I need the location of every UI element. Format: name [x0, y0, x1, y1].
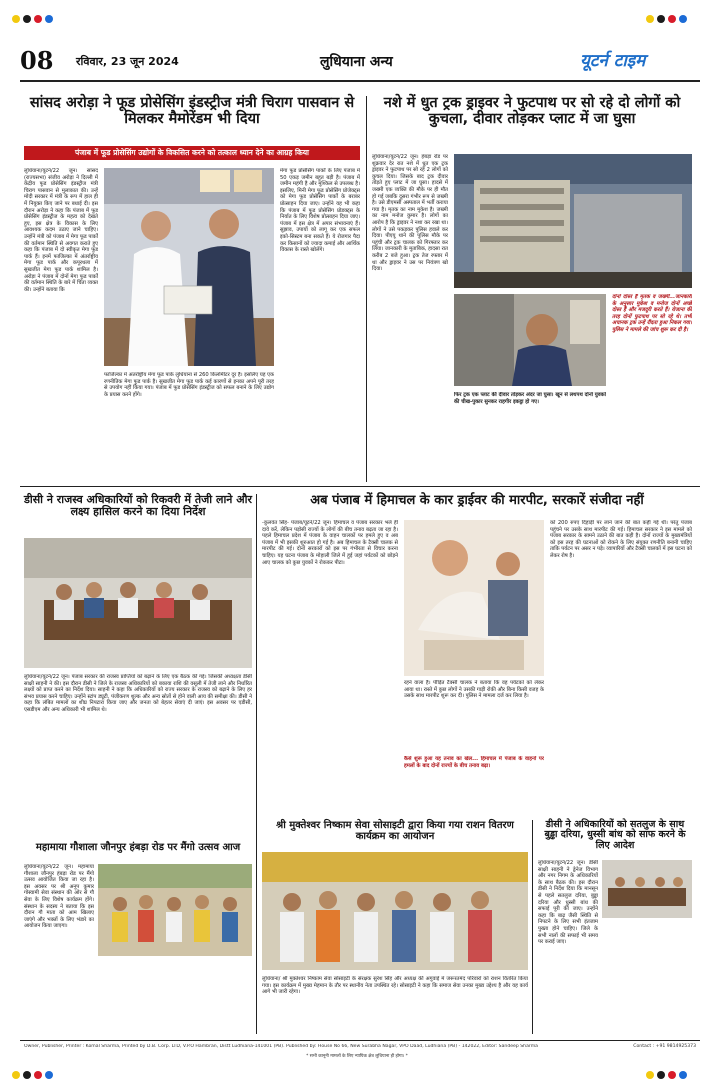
story4-body-col3: को 200 रुपए दिहाड़ी पर लाने जाने की बात कही गई थी। परंतु पंजाब पहुंचने पर उसके साथ मारपीट की गई। हिमाचल सरकार ने इस मामले को पंजाब सरकार के सामने उठाने की बात कही है। दोनों राज्यों के मुख्यमंत्रियों को इस तरह की घटनाओं को रोकने के लिए संयुक्त रणनीति बनानी चाहिए ताकि पर्यटन पर असर न पड़े। व्यापारियों और टैक्सी चालकों में इस घटना को लेकर रोष है।	[550, 520, 692, 559]
story7-headline: डीसी ने अधिकारियों को सतलुज के साथ बुड्ढा दरिया, धुस्सी बांध को साफ करने के लिए आदेश	[544, 819, 686, 851]
story2-headline: नशे में धुत ट्रक ड्राइवर ने फुटपाथ पर सो रहे दो लोगों को कुचला, दीवार तोड़कर प्लाट में जा घुसा	[383, 95, 681, 127]
masthead-rule	[20, 80, 700, 82]
column-divider-right	[532, 820, 533, 1034]
story7-body: लुधियाना/यूटर्न/22 जून। डीसी साक्षी साहनी ने ड्रेनेज विभाग और नगर निगम के अधिकारियों के साथ बैठक की। इस दौरान डीसी ने निर्देश दिया कि मानसून से पहले सतलुज दरिया, बुड्ढा दरिया और धुस्सी बांध की सफाई पूरी की जाए। उन्होंने कहा कि बाढ़ जैसी स्थिति से निपटने के लिए सभी इंतजाम पुख्ता होने चाहिए। जिले के सभी नालों की सफाई भी समय पर कराई जाए।	[538, 860, 598, 946]
story-truck-accident	[372, 96, 692, 480]
story-ration-distribution	[262, 820, 528, 1038]
story4-headline: अब पंजाब में हिमाचल के कार ड्राईवर की मारपीट, सरकारें संजीदा नहीं	[310, 493, 644, 508]
masthead	[20, 44, 704, 82]
story3-body: लुधियाना/यूटर्न/22 जून। पंजाब सरकार की राजस्व प्राप्तियों को बढ़ाने के लिए एक बैठक की गई। जिसकी अध्यक्षता डीसी साक्षी साहनी ने की। इस दौरान डीसी ने जिले के राजस्व अधिकारियों को बकाया राशि की वसूली में तेजी लाने और निर्धारित लक्ष्यों को प्राप्त करने का निर्देश दिया। साहनी ने कहा कि अधिकारियों को राज्य सरकार के राजस्व को बढ़ाने के लिए हर संभव प्रयास करने चाहिए। उन्होंने स्टांप ड्यूटी, पंजीकरण शुल्क और अन्य स्रोतों से होने वाली आय की समीक्षा की। डीसी ने कहा कि लंबित मामलों का शीघ्र निपटारा किया जाए और जनता को बेहतर सेवाएं दी जाएं। इस अवसर पर एडीसी, एसडीएम और अन्य अधिकारी भी शामिल थे।	[24, 674, 252, 713]
story1-headline: सांसद अरोड़ा ने फूड प्रोसेसिंग इंडस्ट्रीज मंत्री चिराग पासवान से मिलकर मैमोरेंडम भी दिया	[29, 95, 355, 127]
story1-body-col3: मेगा फूड प्रोसेसिंग पार्कों के लिए पंजाब में 50 एकड़ जमीन बहुत बड़ी है। पंजाब में जमीन महंगी है और मुश्किल से उपलब्ध है। इसलिए, मिनी मेगा फूड प्रोसेसिंग प्रोजेक्ट्स को मेगा फूड प्रोसेसिंग पार्कों के बराबर प्रोत्साहन दिया जाए। उन्होंने यह भी कहा कि पंजाब में फूड प्रोसेसिंग प्रोडक्ट्स के निर्यात के लिए विशेष प्रोत्साहन दिया जाए। पंजाब में इस क्षेत्र में अपार संभावनाएं हैं। सुझाव, उपायों को लागू कर एक सफल इको-सिस्टम बना सकते हैं। ये रोजगार पैदा कर किसानों को ज्यादा कमाई और आर्थिक विकास के रास्ते खोलेंगे।	[280, 168, 360, 254]
story3-photo	[24, 538, 252, 668]
footer-contact: Contact : +91 9814925373	[633, 1044, 696, 1049]
story4-caption: कैसे शुरू हुआ यह तनाव का खेल... हिमाचल में पंजाब के वाहनों पर हमलों के बाद दोनों राज्यों के बीच तनाव बढ़ा।	[404, 756, 544, 769]
story-himachal-driver	[262, 494, 692, 812]
section-title: लुधियाना अन्य	[320, 54, 393, 70]
registration-dots-top-right	[646, 8, 690, 27]
story-dc-revenue	[24, 494, 252, 834]
registration-dots-top-left	[12, 8, 56, 27]
story2-body: लुधियाना/यूटर्न/22 जून। हंबड़ा रोड पर शुक्रवार देर रात नशे में धुत एक ट्रक ड्राइवर ने फुटपाथ पर सो रहे 2 लोगों को कुचल दिया। जिसके बाद ट्रक दीवार तोड़ते हुए प्लाट में जा घुसा। हादसे में जख्मी एक व्यक्ति की मौके पर ही मौत हो गई जबकि दूसरा गंभीर रूप से जख्मी है। उसे डीएमसी अस्पताल में भर्ती कराया गया है। मृतक का नाम मुकेश है। जख्मी का नाम मनोज कुमार है। लोगों का आरोप है कि ड्राइवर ने नशा कर रखा था। लोगों ने उसे पकड़कर पुलिस हवाले कर दिया। पीएयू थाने की पुलिस मौके पर पहुंची और ट्रक चालक को गिरफ्तार कर लिया। जानकारी के मुताबिक, हादसा रात करीब 2 बजे हुआ। ट्रक तेज रफ्तार में था और ड्राइवर ने उस पर नियंत्रण खो दिया।	[372, 154, 448, 273]
registration-dots-bottom-left	[12, 1064, 56, 1080]
column-divider-top	[366, 96, 367, 482]
story6-body: लुधियाना/ श्री मुक्तेश्वर निष्काम सेवा सोसाइटी के संरक्षक सुरेश सिंह और अध्यक्ष की अगुवाई में जरूरतमंद परिवारों को राशन वितरित किया गया। इस कार्यक्रम में मुख्य मेहमान के तौर पर स्थानीय नेता उपस्थित रहे। सोसाइटी ने कहा कि समाज सेवा उनका मुख्य उद्देश्य है और यह कार्य आगे भी जारी रहेगा।	[262, 976, 528, 996]
story6-photo	[262, 852, 528, 970]
story2-photo-truck	[454, 154, 692, 288]
footer-rule	[20, 1040, 700, 1041]
page-number: 08	[20, 46, 54, 75]
footer-jurisdiction: * सभी कानूनी मामलों के लिए न्यायिक क्षेत्र लुधियाना ही होगा। *	[306, 1054, 408, 1059]
story2-caption-right: दोनों दोस्त हैं मृतक व जख्मी...जानकारी के अनुसार मुकेश व मनोज दोनों अच्छे दोस्त हैं और मजदूरी करते हैं। रोजाना की तरह दोनों फुटपाथ पर सो रहे थे। तभी अचानक ट्रक उन्हें रौंदता हुआ निकल गया। पुलिस ने मामले की जांच शुरू कर दी है।	[612, 294, 692, 333]
story-mango-festival	[24, 842, 252, 1038]
registration-dots-bottom-right	[646, 1064, 690, 1080]
story4-body-col2: रहने वाला है। पीड़ित टैक्सी चालक ने बताया कि वह पर्यटकों को लेकर आया था। रास्ते में कुछ लोगों ने उसकी गाड़ी रोकी और बिना किसी वजह के उसके साथ मारपीट शुरू कर दी। पुलिस ने मामला दर्ज कर लिया है।	[404, 680, 544, 700]
story1-body-col2: फाजिल्का में अंतर्राष्ट्रीय मेगा फूड पार्क लुधियाना से 260 किलोमीटर दूर है। इसलिए यह एक रणनीतिक मेगा फूड पार्क है। सुखजीत मेगा फूड पार्क कई कारणों से इनका अपने पूरी तरह से उपयोग नहीं किया गया। पंजाब में फूड प्रोसेसिंग इंडस्ट्रीज को सफल बनाने के लिए उद्योग के प्रयास करने होंगे।	[104, 372, 274, 398]
story1-body-col1: लुधियाना/यूटर्न/22 जून। सांसद (राज्यसभा) संजीव अरोड़ा ने दिल्ली में केंद्रीय फूड प्रोसेसिंग इंडस्ट्रीज मंत्री चिराग पासवान से मुलाकात की। उन्हें मोदी सरकार में मंत्री के रूप में हाल ही में नियुक्त किए जाने पर बधाई दी। इस दौरान अरोड़ा ने कहा कि पंजाब में फूड प्रोसेसिंग इंडस्ट्रीज के महत्व को देखते हुए, इस क्षेत्र के विकास के लिए आवश्यक कदम उठाए जाने चाहिए। उन्होंने मंत्री को पंजाब में मेगा फूड पार्कों की वर्तमान स्थिति से अवगत कराते हुए कहा कि पंजाब में दो स्वीकृत मेगा फूड पार्क हैं। इनमें फाजिल्का में अंतर्राष्ट्रीय मेगा फूड पार्क और कपूरथला में सुखजीत मेगा फूड पार्क शामिल है। अरोड़ा ने पंजाब में दोनों मेगा फूड पार्कों की वर्तमान स्थिति के बारे में चिंता व्यक्त की। उन्होंने बताया कि	[24, 168, 98, 293]
footer-imprint: Owner, Publisher, Printer : Komal Sharma, Printed by D.B. Corp. LTD, V.P.O Hambran, Distt Ludhiana-141001 (PB). Published by: House No 66, New Surabha Nagar, VPO Daad, Ludhiana (PB) - 142022, Editor: Sandeep Sharma	[24, 1044, 539, 1049]
story3-headline: डीसी ने राजस्व अधिकारियों को रिकवरी में तेजी लाने और लक्ष्य हासिल करने का दिया निर्देश	[24, 493, 252, 519]
story-mp-arora	[24, 96, 360, 480]
story4-body-col1: -कुलवंत सिंह- पंजाब/यूटर्न/22 जून। हिमाचल व पंजाब सरकार भले ही दावे करें, लेकिन पड़ोसी राज्यों के लोगों की बीच तनाव बढ़ता जा रहा है। पहले हिमाचल प्रदेश में पंजाब के वाहन चालकों पर हमले हुए व अब पंजाब में भी इसकी शुरुआत हो गई है। अब हिमाचल के टैक्सी चालक से मारपीट की गई। दोनों सरकारों को इस पर गंभीरता से विचार करना चाहिए। यह घटना पंजाब के मोहाली जिले में हुई जहां पर्यटकों को छोड़ने आए चालक को कुछ युवकों ने रोककर पीटा।	[262, 520, 398, 566]
story2-caption-left: फिर ट्रक एक प्लाट की दीवार तोड़कर अंदर जा घुसा। खून से लथपथ दोनों युवकों की चीख-पुकार सुनकर राहगीर इकट्ठा हो गए।	[454, 392, 606, 405]
story2-photo-victim	[454, 294, 606, 386]
story1-photo	[104, 168, 274, 366]
brand-logo: यूटर्न टाइम	[580, 51, 646, 71]
story5-body: लुधियाना/यूटर्न/22 जून। महामाया गौशाला जौनपुर हंबड़ा रोड पर मैंगो उत्सव आयोजित किया जा रहा है। इस अवसर पर श्री अनूप कुमार गोस्वामी सेवा संस्थान की ओर से गौ सेवा के लिए विशेष कार्यक्रम होंगे। संस्थान के सदस्य ने बताया कि इस दौरान गौ माता को आम खिलाए जाएंगे और भक्तों के लिए भंडारे का आयोजन किया जाएगा।	[24, 864, 94, 930]
story1-deck: पंजाब में फूड प्रोसेसिंग उद्योगों के विकसित करने को तत्काल ध्यान देने का आग्रह किया	[24, 146, 360, 160]
story4-photo	[404, 520, 544, 676]
edition-date: रविवार, 23 जून 2024	[76, 55, 179, 68]
story7-photo	[602, 860, 692, 918]
story6-headline: श्री मुक्तेश्वर निष्काम सेवा सोसाइटी द्वारा किया गया राशन वितरण कार्यक्रम का आयोजन	[276, 820, 514, 842]
story5-photo	[98, 864, 252, 956]
story5-headline: महामाया गौशाला जौनपुर हंबड़ा रोड पर मैंगो उत्सव आज	[35, 842, 241, 853]
story-river-cleanup	[538, 820, 692, 1038]
column-divider-left	[256, 494, 257, 1034]
section-rule-mid	[20, 486, 700, 487]
